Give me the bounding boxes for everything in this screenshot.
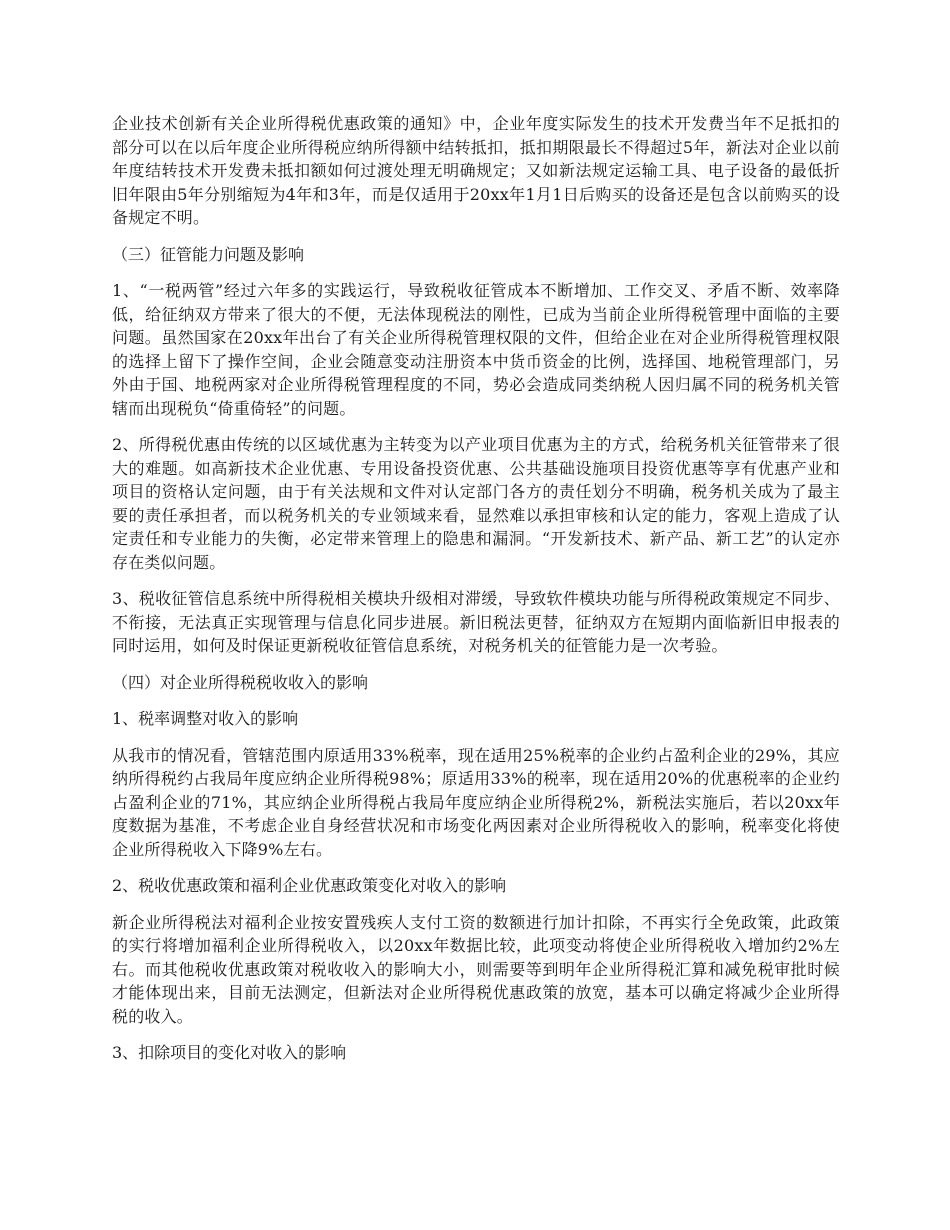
paragraph-welfare-enterprise: 新企业所得税法对福利企业按安置残疾人支付工资的数额进行加计扣除，不再实行全免政策，此政策的实行将增加福利企业所得税收入，以20xx年数据比较，此项变动将使企业所得税收入增加约2%左右。而其他税收优惠政策对税收收入的影响大小，则需要等到明年企业所得税汇算和减免税审批时候才能体现出来，目前无法测定，但新法对企业所得税优惠政策的放宽，基本可以确定将减少企业所得税的收入。 bbox=[112, 912, 840, 1026]
subheading-preference-policy-change: 2、税收优惠政策和福利企业优惠政策变化对收入的影响 bbox=[112, 876, 507, 895]
subheading-deduction-items: 3、扣除项目的变化对收入的影响 bbox=[112, 1043, 347, 1062]
paragraph-preference-certification: 2、所得税优惠由传统的以区域优惠为主转变为以产业项目优惠为主的方式，给税务机关征管带来了很大的难题。如高新技术企业优惠、专用设备投资优惠、公共基础设施项目投资优惠等享有优惠产业和项目的资格认定问题，由于有关法规和文件对认定部门各方的责任划分不明确，税务机关成为了最主要的责任承担者，而以税务机关的专业领域来看，显然难以承担审核和认定的能力，客观上造成了认定责任和专业能力的失衡，必定带来管理上的隐患和漏洞。“开发新技术、新产品、新工艺”的认定亦存在类似问题。 bbox=[112, 435, 840, 572]
paragraph-information-system: 3、税收征管信息系统中所得税相关模块升级相对滞缓，导致软件模块功能与所得税政策规定不同步、不衔接，无法真正实现管理与信息化同步进展。新旧税法更替，征纳双方在短期内面临新旧申报表的同时运用，如何及时保证更新税收征管信息系统，对税务机关的征管能力是一次考验。 bbox=[112, 589, 840, 655]
paragraph-tax-rate-data: 从我市的情况看，管辖范围内原适用33%税率，现在适用25%税率的企业约占盈利企业的29%，其应纳所得税约占我局年度应纳企业所得税98%；原适用33%的税率，现在适用20%的优惠税率的企业约占盈利企业的71%，其应纳企业所得税占我局年度应纳企业所得税2%，新税法实施后，若以20xx年度数据为基准，不考虑企业自身经营状况和市场变化两因素对企业所得税收入的影响，税率变化将使企业所得税收入下降9%左右。 bbox=[112, 745, 840, 859]
section-heading-collection-capacity: （三）征管能力问题及影响 bbox=[112, 244, 305, 264]
paragraph-tech-dev-cost: 企业技术创新有关企业所得税优惠政策的通知》中，企业年度实际发生的技术开发费当年不足抵扣的部分可以在以后年度企业所得税应纳所得额中结转抵扣，抵扣期限最长不得超过5年，新法对企业以前年度结转技术开发费未抵扣额如何过渡处理无明确规定；又如新法规定运输工具、电子设备的最低折旧年限由5年分别缩短为4年和3年，而是仅适用于20xx年1月1日后购买的设备还是包含以前购买的设备规定不明。 bbox=[112, 114, 840, 227]
subheading-tax-rate-adjustment: 1、税率调整对收入的影响 bbox=[112, 709, 299, 728]
section-heading-revenue-impact: （四）对企业所得税税收收入的影响 bbox=[112, 672, 369, 692]
paragraph-dual-administration: 1、“一税两管”经过六年多的实践运行，导致税收征管成本不断增加、工作交叉、矛盾不断、效率降低，给征纳双方带来了很大的不便，无法体现税法的刚性，已成为当前企业所得税管理中面临的主要问题。虽然国家在20xx年出台了有关企业所得税管理权限的文件，但给企业在对企业所得税管理权限的选择上留下了操作空间，企业会随意变动注册资本中货币资金的比例，选择国、地税管理部门，另外由于国、地税两家对企业所得税管理程度的不同，势必会造成同类纳税人因归属不同的税务机关管辖而出现税负“倚重倚轻”的问题。 bbox=[112, 281, 840, 418]
document-page bbox=[112, 112, 840, 1078]
